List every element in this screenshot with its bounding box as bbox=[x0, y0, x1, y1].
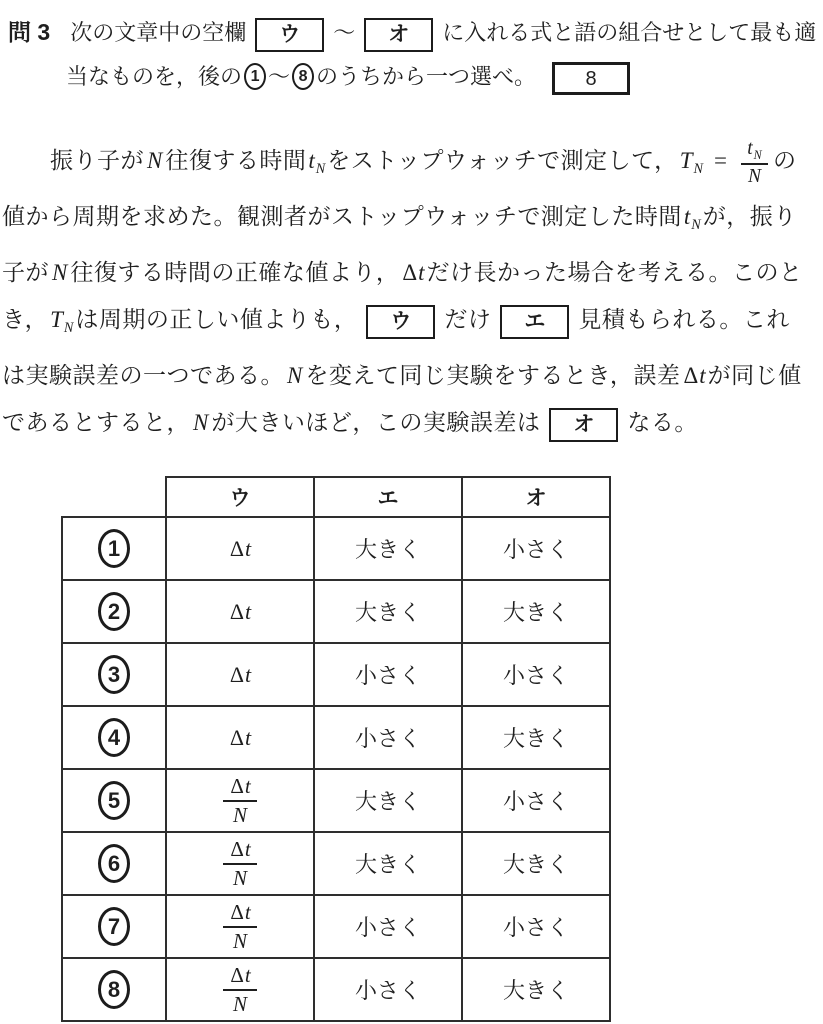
text-run: が同じ値 bbox=[707, 363, 802, 388]
math-var: t bbox=[245, 598, 252, 624]
math-var: t bbox=[683, 204, 691, 229]
circled-number: 8 bbox=[98, 970, 130, 1009]
delta-t bbox=[680, 363, 707, 388]
blank-box: オ bbox=[364, 18, 433, 52]
column-header: ウ bbox=[166, 477, 314, 517]
delta-t bbox=[227, 599, 253, 624]
fraction-numerator bbox=[223, 837, 256, 861]
circled-number: 7 bbox=[98, 907, 130, 946]
option-row bbox=[62, 958, 610, 1021]
math-var: t bbox=[245, 661, 252, 687]
delta-symbol: Δ bbox=[402, 260, 418, 285]
column-header: オ bbox=[462, 477, 610, 517]
fraction-denominator bbox=[223, 803, 256, 827]
option-number-cell bbox=[62, 895, 166, 958]
delta-t bbox=[227, 662, 253, 687]
math-var: T bbox=[679, 148, 693, 173]
option-row bbox=[62, 832, 610, 895]
question-line-1-content bbox=[70, 20, 816, 45]
blank-o-cell: 大きく bbox=[462, 832, 610, 895]
text-run: なる。 bbox=[627, 410, 698, 435]
delta-symbol: Δ bbox=[229, 724, 245, 750]
option-row bbox=[62, 580, 610, 643]
paragraph-line bbox=[2, 193, 823, 249]
text-run: ～ bbox=[268, 64, 291, 89]
text-run: を変えて同じ実験をするとき，誤差 bbox=[305, 363, 681, 388]
option-number-cell bbox=[62, 832, 166, 895]
blank-o-cell: 小さく bbox=[462, 517, 610, 580]
blank-o-cell: 大きく bbox=[462, 958, 610, 1021]
math-subscript: N bbox=[63, 320, 74, 336]
option-row bbox=[62, 769, 610, 832]
blank-e-cell: 小さく bbox=[314, 706, 462, 769]
math-var: T bbox=[50, 307, 63, 332]
blank-box: ウ bbox=[255, 18, 324, 52]
math-var-sub bbox=[678, 148, 705, 177]
fraction-numerator bbox=[223, 900, 256, 924]
circled-number: 4 bbox=[98, 718, 130, 757]
paragraph-line bbox=[2, 249, 823, 296]
blank-u-cell bbox=[166, 643, 314, 706]
delta-t bbox=[227, 837, 252, 861]
math-var: t bbox=[245, 535, 252, 561]
paragraph-line bbox=[2, 296, 823, 352]
fraction-denominator bbox=[223, 992, 256, 1016]
fraction-bar bbox=[223, 800, 256, 802]
math-var: t bbox=[244, 774, 251, 799]
math-var: N bbox=[193, 410, 209, 435]
text-run: 子が bbox=[2, 260, 49, 285]
blank-u-cell bbox=[166, 517, 314, 580]
math-var: t bbox=[699, 363, 706, 388]
answer-number-box: 8 bbox=[552, 62, 630, 95]
math-var-sub bbox=[48, 307, 75, 336]
blank-e-cell: 大きく bbox=[314, 580, 462, 643]
circled-number: 8 bbox=[292, 63, 314, 90]
blank-e-cell: 小さく bbox=[314, 895, 462, 958]
math-var: t bbox=[244, 837, 251, 862]
circled-number: 5 bbox=[98, 781, 130, 820]
fraction-bar bbox=[741, 163, 768, 165]
paragraph-line bbox=[2, 399, 823, 446]
blank-u-cell bbox=[166, 769, 314, 832]
math-var: t bbox=[245, 724, 252, 750]
text-run: に入れる式と語の組合せとして最も適 bbox=[442, 20, 817, 45]
delta-t bbox=[227, 536, 253, 561]
text-run: 値から周期を求めた。観測者がストップウォッチで測定した時間 bbox=[2, 204, 682, 229]
fraction-numerator bbox=[223, 963, 256, 987]
math-var: N bbox=[232, 802, 247, 827]
paragraph-line bbox=[2, 352, 823, 399]
delta-symbol: Δ bbox=[230, 774, 244, 799]
text-run: 当なものを，後の bbox=[66, 64, 243, 89]
fraction bbox=[223, 900, 256, 952]
blank-e-cell: 大きく bbox=[314, 517, 462, 580]
option-number-cell bbox=[62, 706, 166, 769]
blank-box: オ bbox=[549, 408, 618, 442]
paragraph-line bbox=[2, 137, 823, 193]
circled-number: 3 bbox=[98, 655, 130, 694]
text-run: の bbox=[773, 148, 797, 173]
fraction bbox=[741, 138, 768, 188]
table-header-row bbox=[62, 477, 610, 517]
text-run: だけ bbox=[444, 307, 492, 332]
text-run: 振り子が bbox=[50, 148, 144, 173]
math-subscript: N bbox=[315, 161, 326, 177]
question-line-2 bbox=[0, 55, 823, 99]
options-table bbox=[61, 476, 611, 1022]
delta-symbol: Δ bbox=[230, 900, 244, 925]
math-var: t bbox=[244, 963, 251, 988]
option-number-cell bbox=[62, 643, 166, 706]
text-run: は周期の正しい値よりも， bbox=[75, 307, 358, 332]
option-row bbox=[62, 643, 610, 706]
math-var: t bbox=[747, 137, 753, 159]
text-run: 往復する時間の正確な値より， bbox=[70, 260, 400, 285]
delta-t bbox=[227, 900, 252, 924]
math-subscript: N bbox=[693, 161, 703, 177]
text-run: が大きいほど，この実験誤差は bbox=[211, 410, 541, 435]
circled-number: 6 bbox=[98, 844, 130, 883]
delta-symbol: Δ bbox=[229, 598, 245, 624]
fraction-bar bbox=[223, 926, 256, 928]
option-number-cell bbox=[62, 958, 166, 1021]
delta-symbol: Δ bbox=[229, 661, 245, 687]
text-run: 見積もられる。これ bbox=[578, 307, 790, 332]
fraction-numerator bbox=[741, 138, 768, 162]
blank-e-cell: 大きく bbox=[314, 832, 462, 895]
math-var: t bbox=[418, 260, 425, 285]
text-run: 往復する時間 bbox=[165, 148, 307, 173]
question-paragraph bbox=[0, 137, 823, 446]
blank-u-cell bbox=[166, 958, 314, 1021]
math-subscript: N bbox=[691, 217, 701, 233]
circled-number: 2 bbox=[98, 592, 130, 631]
math-var: t bbox=[308, 148, 315, 173]
delta-symbol: Δ bbox=[229, 535, 245, 561]
options-table-head bbox=[62, 477, 610, 517]
math-var: N bbox=[147, 148, 163, 173]
math-var: N bbox=[747, 166, 762, 188]
question-line-1 bbox=[0, 10, 823, 55]
option-row bbox=[62, 517, 610, 580]
fraction-denominator bbox=[741, 166, 768, 188]
option-number-cell bbox=[62, 580, 166, 643]
fraction-bar bbox=[223, 989, 256, 991]
fraction-denominator bbox=[223, 866, 256, 890]
question-number-label: 問 3 bbox=[8, 19, 51, 45]
math-var-sub bbox=[745, 137, 764, 162]
delta-t bbox=[227, 725, 253, 750]
delta-t bbox=[227, 774, 252, 798]
delta-symbol: Δ bbox=[230, 963, 244, 988]
delta-symbol: Δ bbox=[230, 837, 244, 862]
blank-u-cell bbox=[166, 895, 314, 958]
empty-header-cell bbox=[62, 477, 166, 517]
column-header: エ bbox=[314, 477, 462, 517]
option-number-cell bbox=[62, 769, 166, 832]
equals-sign: = bbox=[714, 148, 727, 173]
math-var: N bbox=[287, 363, 303, 388]
math-var: N bbox=[52, 260, 68, 285]
math-var-sub bbox=[682, 204, 703, 233]
text-run: ～ bbox=[333, 20, 356, 45]
blank-u-cell bbox=[166, 580, 314, 643]
options-table-body bbox=[62, 517, 610, 1021]
math-var: t bbox=[244, 900, 251, 925]
blank-u-cell bbox=[166, 832, 314, 895]
fraction bbox=[223, 963, 256, 1015]
fraction-numerator bbox=[223, 774, 256, 798]
blank-box: ウ bbox=[366, 305, 435, 339]
math-var: N bbox=[232, 928, 247, 953]
text-run: は実験誤差の一つである。 bbox=[2, 363, 284, 388]
text-run: だけ長かった場合を考える。このと bbox=[426, 260, 803, 285]
math-var-sub bbox=[306, 148, 327, 177]
text-run: 次の文章中の空欄 bbox=[70, 20, 247, 45]
fraction bbox=[223, 837, 256, 889]
math-subscript: N bbox=[753, 147, 762, 162]
blank-e-cell: 小さく bbox=[314, 643, 462, 706]
option-row bbox=[62, 895, 610, 958]
math-var: N bbox=[232, 865, 247, 890]
option-number-cell bbox=[62, 517, 166, 580]
text-run: き， bbox=[2, 307, 49, 332]
text-run: であるとすると， bbox=[2, 410, 190, 435]
question-header bbox=[0, 0, 823, 99]
circled-number: 1 bbox=[98, 529, 130, 568]
question-line-2-content bbox=[66, 64, 630, 89]
blank-o-cell: 小さく bbox=[462, 643, 610, 706]
blank-o-cell: 大きく bbox=[462, 706, 610, 769]
blank-o-cell: 大きく bbox=[462, 580, 610, 643]
blank-e-cell: 小さく bbox=[314, 958, 462, 1021]
delta-t bbox=[227, 963, 252, 987]
text-run: をストップウォッチで測定して， bbox=[327, 148, 678, 173]
math-var: N bbox=[232, 991, 247, 1016]
text-run: が，振り bbox=[702, 204, 797, 229]
text-run: のうちから一つ選べ。 bbox=[316, 64, 537, 89]
fraction bbox=[223, 774, 256, 826]
delta-symbol: Δ bbox=[683, 363, 699, 388]
delta-t bbox=[399, 260, 426, 285]
option-row bbox=[62, 706, 610, 769]
blank-o-cell: 小さく bbox=[462, 895, 610, 958]
circled-number: 1 bbox=[244, 63, 266, 90]
fraction-denominator bbox=[223, 929, 256, 953]
blank-u-cell bbox=[166, 706, 314, 769]
fraction-bar bbox=[223, 863, 256, 865]
blank-o-cell: 小さく bbox=[462, 769, 610, 832]
blank-e-cell: 大きく bbox=[314, 769, 462, 832]
blank-box: エ bbox=[500, 305, 569, 339]
